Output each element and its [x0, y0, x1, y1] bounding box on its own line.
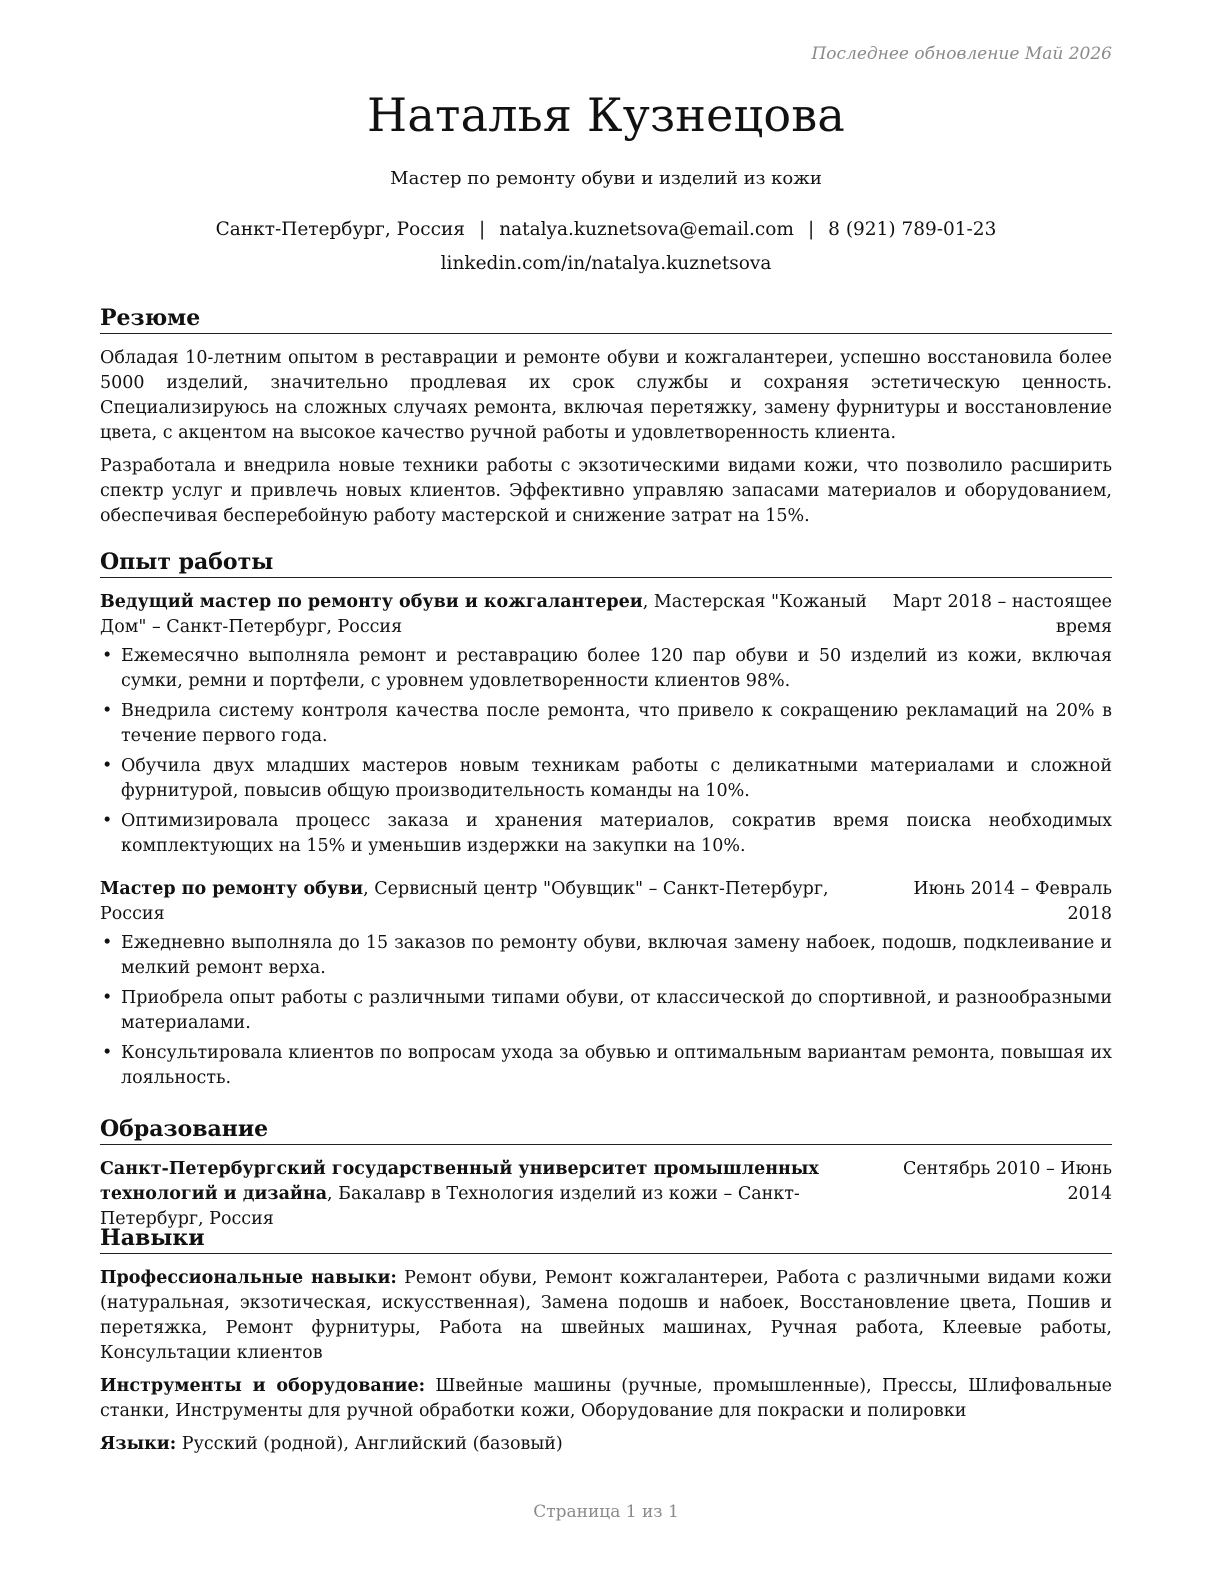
- list-item: • Консультировала клиентов по вопросам ухода за обувью и оптимальным вариантам ремонта, повышая их лояльность.: [100, 1041, 1112, 1091]
- skill-label: Инструменты и оборудование:: [100, 1376, 426, 1396]
- section-title: Резюме: [100, 304, 1112, 334]
- summary-paragraph: Обладая 10-летним опытом в реставрации и ремонте обуви и кожгалантереи, успешно восстановила более 5000 изделий, значительно продлевая их срок службы и сохраняя эстетическую ценность. Специализируюсь на сложных случаях ремонта, включая перетяжку, замену фурнитуры и восстановление цвета, с акцентом на высокое качество ручной работы и удовлетворенность клиента.: [100, 348, 1112, 443]
- job-header: [100, 877, 1112, 927]
- section-title: Образование: [100, 1115, 1112, 1145]
- contact-separator: |: [807, 219, 815, 240]
- candidate-subtitle: Мастер по ремонту обуви и изделий из кожи: [390, 168, 822, 189]
- email: natalya.kuznetsova@email.com: [499, 219, 794, 240]
- job-bullets: [100, 644, 1112, 859]
- list-item: • Оптимизировала процесс заказа и хранения материалов, сократив время поиска необходимых комплектующих на 15% и уменьшив издержки на закупки на 10%.: [100, 809, 1112, 859]
- skill-value: Швейные машины (ручные, промышленные), Прессы, Шлифовальные станки, Инструменты для ручной обработки кожи, Оборудование для покраски и полировки: [100, 1376, 1113, 1421]
- job-role: Ведущий мастер по ремонту обуви и кожгалантереи: [100, 592, 643, 612]
- skill-value: Русский (родной), Английский (базовый): [176, 1434, 563, 1454]
- education-section: [100, 1115, 1112, 1232]
- skill-group: [100, 1374, 1112, 1424]
- list-item: • Обучила двух младших мастеров новым техникам работы с деликатными материалами и сложной фурнитурой, повысив общую производительность команды на 10%.: [100, 754, 1112, 804]
- list-item: • Приобрела опыт работы с различными типами обуви, от классической до спортивной, и разнообразными материалами.: [100, 986, 1112, 1036]
- page-number: Страница 1 из 1: [533, 1502, 679, 1522]
- job-entry: [100, 590, 1112, 859]
- job-header: [100, 590, 1112, 640]
- list-item: • Внедрила систему контроля качества после ремонта, что привело к сокращению рекламаций на 20% в течение первого года.: [100, 699, 1112, 749]
- education-entry: [100, 1157, 1112, 1232]
- section-title: Навыки: [100, 1224, 1112, 1254]
- job-company: , Мастерская "Кожаный Дом" – Санкт-Петербург, Россия: [100, 592, 867, 637]
- last-updated: Последнее обновление Май 2026: [811, 44, 1112, 64]
- job-entry: [100, 877, 1112, 1091]
- job-company: , Сервисный центр "Обувщик" – Санкт-Петербург, Россия: [100, 879, 829, 924]
- job-bullets: [100, 931, 1112, 1091]
- skill-label: Языки:: [100, 1434, 177, 1454]
- phone: 8 (921) 789-01-23: [828, 219, 997, 240]
- job-dates: Март 2018 – настоящее время: [892, 592, 1112, 637]
- summary-section: [100, 304, 1112, 537]
- contact-separator: |: [478, 219, 486, 240]
- school-name: Санкт-Петербургский государственный университет промышленных технологий и дизайна: [100, 1159, 819, 1204]
- degree: , Бакалавр в Технология изделий из кожи – Санкт-Петербург, Россия: [100, 1184, 800, 1229]
- list-item: • Ежемесячно выполняла ремонт и реставрацию более 120 пар обуви и 50 изделий из кожи, включая сумки, ремни и портфели, с уровнем удовлетворенности клиентов 98%.: [100, 644, 1112, 694]
- education-dates: Сентябрь 2010 – Июнь 2014: [902, 1159, 1112, 1204]
- skills-section: [100, 1224, 1112, 1465]
- skill-group: [100, 1432, 1112, 1457]
- job-role: Мастер по ремонту обуви: [100, 879, 364, 899]
- skill-value: Ремонт обуви, Ремонт кожгалантереи, Работа с различными видами кожи (натуральная, экзотическая, искусственная), Замена подошв и набоек, Восстановление цвета, Пошив и перетяжка, Ремонт фурнитуры, Работа на швейных машинах, Ручная работа, Клеевые работы, Консультации клиентов: [100, 1268, 1112, 1363]
- skill-label: Профессиональные навыки:: [100, 1268, 397, 1288]
- linkedin-url: linkedin.com/in/natalya.kuznetsova: [440, 253, 772, 274]
- summary-paragraph: Разработала и внедрила новые техники работы с экзотическими видами кожи, что позволило расширить спектр услуг и привлечь новых клиентов. Эффективно управляю запасами материалов и оборудованием, обеспечивая бесперебойную работу мастерской и снижение затрат на 15%.: [100, 456, 1112, 526]
- resume-page: [100, 0, 1112, 1584]
- list-item: • Ежедневно выполняла до 15 заказов по ремонту обуви, включая замену набоек, подошв, подклеивание и мелкий ремонт верха.: [100, 931, 1112, 981]
- job-dates: Июнь 2014 – Февраль 2018: [913, 879, 1112, 924]
- experience-section: [100, 548, 1112, 1096]
- skill-group: [100, 1266, 1112, 1366]
- section-title: Опыт работы: [100, 548, 1112, 578]
- location: Санкт-Петербург, Россия: [215, 219, 465, 240]
- candidate-name: Наталья Кузнецова: [367, 88, 845, 142]
- contact-line: [100, 219, 1112, 240]
